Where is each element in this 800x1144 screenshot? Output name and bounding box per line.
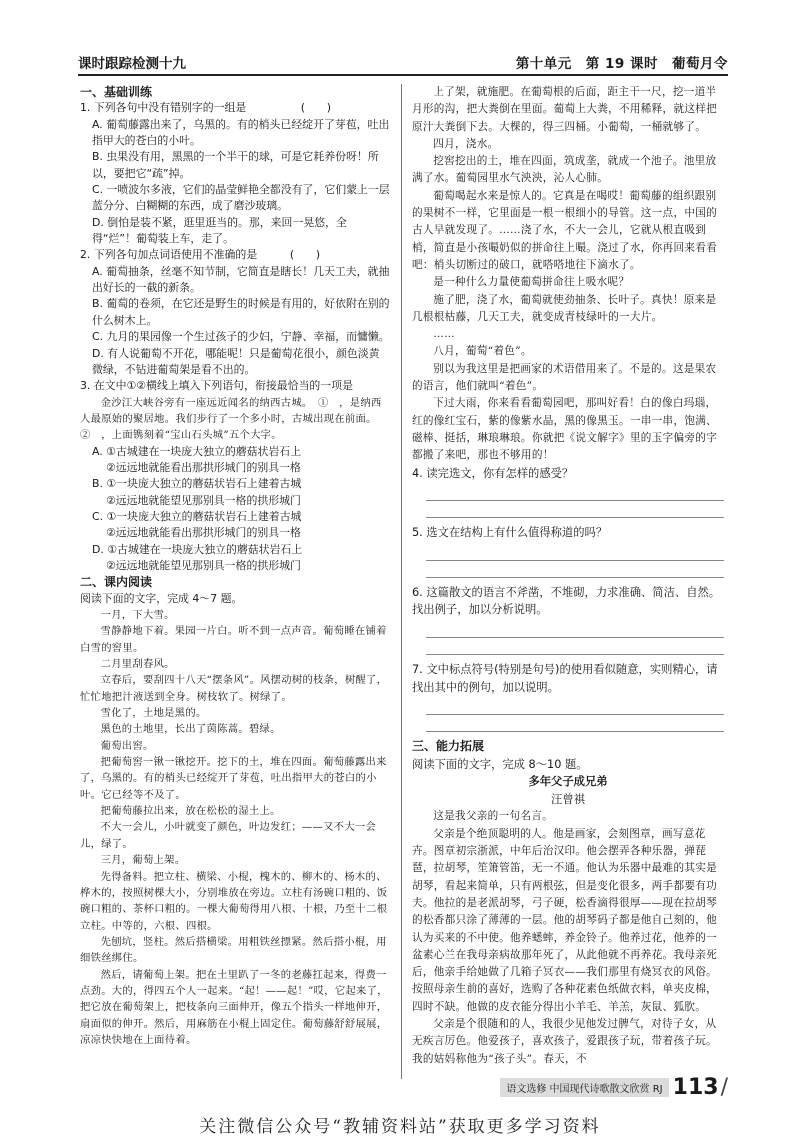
answer-lines[interactable] (426, 484, 724, 518)
question-4-stem: 4. 读完选文，你有怎样的感受？ (412, 466, 574, 480)
question-1 (80, 100, 390, 247)
question-2-stem: 2. 下列各句加点词语使用不准确的是 ( ) (80, 248, 321, 262)
passage-paragraph: 葡萄喝起水来是惊人的。它真是在喝哎！葡萄藤的组织跟别的果树不一样，它里面是一根一根细小的导管。这一点，中国的古人早就发现了。……浇了水，不大一会儿，它就从根直吸到梢，简直是小孩嘬奶似的拼命往上嘬。浇过了水，你再回来看看吧：梢头切断过的破口，就嗒嗒地往下滴水了。 (412, 189, 718, 271)
page-footer (500, 1075, 728, 1100)
page-slash-mark: / (720, 1075, 728, 1100)
passage-paragraph: 上了架，就施肥。在葡萄根的后面，距主干一尺，挖一道半月形的沟，把大粪倒在里面。葡萄上大粪，不用稀释，就这样把原汁大粪倒下去。大棵的，得三四桶。小葡萄，一桶就够了。 (412, 86, 718, 133)
question-5 (412, 524, 724, 578)
question-3-option-b-1: B. ①一块庞大独立的蘑菇状岩石上建着古城 (92, 477, 302, 491)
passage-paragraph: 把葡萄窖一锹一锹挖开。挖下的土，堆在四面。葡萄藤露出来了，乌黑的。有的梢头已经绽开了芽苞，吐出指甲大的苍白的小叶。它已经等不及了。 (80, 756, 387, 801)
page-header (78, 52, 728, 74)
question-3-option-a-2: ②远远地就能看出那拱形城门的别具一格 (106, 460, 301, 474)
question-3-option-d-1: D. ①古城建在一块庞大独立的蘑菇状岩石上 (92, 542, 303, 556)
passage-paragraph: 雪静静地下着。果园一片白。听不到一点声音。葡萄睡在铺着白雪的窖里。 (80, 625, 387, 654)
left-column (80, 84, 390, 1048)
passage-paragraph: 先得备料。把立柱、横梁、小棍，槐木的、柳木的、杨木的、桦木的，按照树棵大小，分别堆放在旁边。立柱有汤碗口粗的、饭碗口粗的、茶杯口粗的。一棵大葡萄得用八根、十根，乃至十二根立柱。中等的，六根、四根。 (80, 870, 388, 932)
passage-paragraph: 把葡萄藤拉出来，放在松松的湿土上。 (100, 805, 281, 818)
passage-paragraph: 是一种什么力量使葡萄拼命往上吸水呢？ (433, 276, 630, 289)
question-6 (412, 584, 724, 655)
passage-paragraph: 八月，葡萄“着色”。 (433, 345, 532, 358)
question-6-stem: 6. 这篇散文的语言不斧凿，不堆砌，力求准确、简洁、自然。找出例子，加以分析说明。 (412, 585, 721, 617)
question-1-option-b: B. 虫果没有用，黑黑的一个半干的球，可是它耗养份呀！所以，要把它“疏”掉。 (92, 150, 379, 180)
passage-paragraph: 三月，葡萄上架。 (100, 854, 186, 867)
passage-paragraph: 先刨坑，竖柱。然后搭横梁。用粗铁丝摽紧。然后搭小棍，用细铁丝绑住。 (80, 935, 387, 965)
question-3-option-a-1: A. ①古城建在一块庞大独立的蘑菇状岩石上 (92, 444, 302, 458)
question-2 (80, 247, 390, 378)
passage-paragraph: 这是我父亲的一句名言。 (433, 810, 554, 823)
header-left-title: 课时跟踪检测十九 (78, 56, 186, 72)
question-1-option-d: D. 倒怕是装不紧，逛里逛当的。那，来回一晃悠，全得“烂”！葡萄装上车，走了。 (92, 215, 347, 246)
header-rule (78, 74, 728, 76)
passage-paragraph: 二月里刮春风。 (100, 658, 175, 671)
section-2-title: 二、课内阅读 (80, 575, 153, 590)
question-3-option-d-2: ②远远地就能望见那别具一格的拱形城门 (106, 558, 301, 572)
question-3-option-c-2: ②远远地就能看出那拱形城门的别具一格 (106, 526, 301, 540)
watermark-text: 关注微信公众号“教辅资料站”获取更多学习资料 (199, 1117, 601, 1137)
passage-paragraph: 父亲是个很随和的人，我很少见他发过脾气，对待子女，从无疾言厉色。他爱孩子，喜欢孩子，爱跟孩子玩，带着孩子玩。我的姑妈称他为“孩子头”。春天，不 (412, 1018, 718, 1065)
passage-paragraph: 别以为我这里是把画家的术语借用来了。不是的。这是果农的语言，他们就叫“着色”。 (412, 362, 717, 393)
passage-paragraph: …… (433, 328, 455, 341)
passage-paragraph: 挖窖挖出的土，堆在四面，筑成垄，就成一个池子。池里放满了水。葡萄园里水气泱泱，沁人心肺。 (412, 155, 717, 185)
section-2-intro: 阅读下面的文字，完成 4～7 题。 (80, 591, 243, 605)
right-column (412, 84, 724, 1068)
section-1-title: 一、基础训练 (80, 85, 153, 99)
question-7-stem: 7. 文中标点符号(特别是句号)的使用看似随意，实则精心，请找出其中的例句，加以说明。 (412, 662, 718, 694)
column-divider (401, 84, 402, 1079)
footer-book-title: 语文选修 中国现代诗歌散文欣赏 RJ (500, 1078, 668, 1097)
passage-paragraph: 一月，下大雪。 (100, 609, 175, 621)
question-5-stem: 5. 选文在结构上有什么值得称道的吗？ (412, 526, 608, 540)
question-1-stem: 1. 下列各句中没有错别字的一组是 ( ) (80, 101, 332, 115)
passage-paragraph: 葡萄出窖。 (100, 739, 154, 752)
passage-paragraph: 施了肥，浇了水，葡萄就使劲抽条、长叶子。真快！原来是几根根枯藤，几天工夫，就变成青枝绿叶的一大片。 (412, 293, 717, 323)
answer-lines[interactable] (426, 621, 724, 655)
answer-lines[interactable] (426, 544, 724, 578)
question-3-option-c-1: C. ①一块庞大独立的蘑菇状岩石上建着古城 (92, 509, 302, 523)
question-3-stem: 3. 在文中①②横线上填入下列语句，衔接最恰当的一项是 (80, 379, 353, 393)
question-1-option-a: A. 葡萄藤露出来了，乌黑的。有的梢头已经绽开了芽苞，吐出指甲大的苍白的小叶。 (92, 117, 390, 148)
passage-paragraph: 立春后，要刮四十八天“摆条风”。风摆动树的枝条，树醒了，忙忙地把汁液送到全身。树枝软了。树绿了。 (80, 674, 388, 703)
question-4 (412, 465, 724, 519)
question-2-option-a: A. 葡萄抽条，丝毫不知节制，它简直是瞎长！几天工夫，就抽出好长的一截的新条。 (92, 264, 390, 295)
passage-paragraph: 然后，请葡萄上架。把在土里趴了一冬的老藤扛起来，得费一点劲。大的，得四五个人一起来。“起！——起！”哎，它起来了，把它放在葡萄架上，把枝条向三面伸开，像五个指头一样地伸开，扇面似的伸开。然后，用麻筋在小棍上固定住。葡萄藤舒舒展展，凉凉快快地在上面待着。 (80, 968, 388, 1046)
passage-paragraph: 雪化了，土地是黑的。 (100, 707, 207, 720)
passage-2-author: 汪曾祺 (551, 792, 585, 806)
passage-1-left (80, 607, 390, 1048)
page-number: 113 (672, 1075, 719, 1100)
passage-paragraph: 黑色的土地里，长出了茵陈蒿。碧绿。 (100, 723, 281, 736)
question-3 (80, 378, 390, 574)
passage-paragraph: 父亲是个绝顶聪明的人。他是画家，会刻图章，画写意花卉。图章初宗浙派，中年后治汉印。他会摆弄各种乐器，弹琵琶，拉胡琴，笙箫管笛，无一不通。他认为乐器中最难的其实是胡琴，看起来简单，只有两根弦，但是变化很多，两手都要有功夫。他拉的是老派胡琴，弓子硬，松香滴得很厚——现在拉胡琴的松香都只涂了薄薄的一层。他的胡琴码子都是他自己刻的，他认为买来的不中使。他养蟋蟀，养金铃子。他养过花，他养的一盆素心兰在我母亲病故那年死了，从此他就不再养花。我母亲死后，他亲手给她做了几箱子冥衣——我们那里有烧冥衣的风俗。按照母亲生前的喜好，选购了各种花素色纸做衣料，单夹皮棉，四时不缺。他做的皮衣能分得出小羊毛、羊羔，灰鼠、狐肷。 (412, 827, 718, 1013)
section-3-title: 三、能力拓展 (412, 739, 485, 754)
question-2-option-d: D. 有人说葡萄不开花，哪能呢！只是葡萄花很小，颜色淡黄微绿，不钻进葡萄架是看不出的。 (92, 346, 380, 376)
answer-lines[interactable] (426, 698, 724, 732)
question-2-option-c: C. 九月的果园像一个生过孩子的少妇，宁静、幸福，而慵懒。 (92, 330, 390, 344)
question-3-passage: 金沙江大峡谷旁有一座远近闻名的纳西古城。 ① ，是纳西人最原始的聚居地。我们步行了一个多小时，古城出现在前面。 ② ，上面镌刻着“宝山石头城”五个大字。 (80, 396, 383, 442)
question-2-option-b: B. 葡萄的卷须，在它还是野生的时候是有用的，好依附在别的什么树木上。 (92, 297, 390, 327)
passage-paragraph: 四月，浇水。 (433, 137, 499, 150)
passage-2 (412, 808, 724, 1067)
question-1-option-c: C. 一喷波尔多液，它们的晶莹鲜艳全都没有了，它们蒙上一层蓝分分、白糊糊的东西，成了磨沙玻璃。 (92, 183, 390, 213)
question-3-option-b-2: ②远远地就能望见那别具一格的拱形城门 (106, 493, 301, 507)
passage-paragraph: 下过大雨，你来看看葡萄园吧，那叫好看！白的像白玛瑙，红的像红宝石，紫的像紫水晶，黑的像黑玉。一串一串，饱满、磁棒、挺括，琳琅琳琅。你就把《说文解字》里的玉字偏旁的字都搬了来吧，那也不够用的！ (412, 397, 718, 462)
passage-2-title: 多年父子成兄弟 (528, 775, 608, 789)
question-7 (412, 661, 724, 732)
header-right-title: 第十单元 第 19 课时 葡萄月令 (515, 56, 728, 72)
section-3-intro: 阅读下面的文字，完成 8～10 题。 (412, 757, 588, 771)
passage-paragraph: 不大一会儿，小叶就变了颜色，叶边发红；——又不大一会儿，绿了。 (80, 821, 377, 850)
passage-1-right (412, 84, 724, 465)
